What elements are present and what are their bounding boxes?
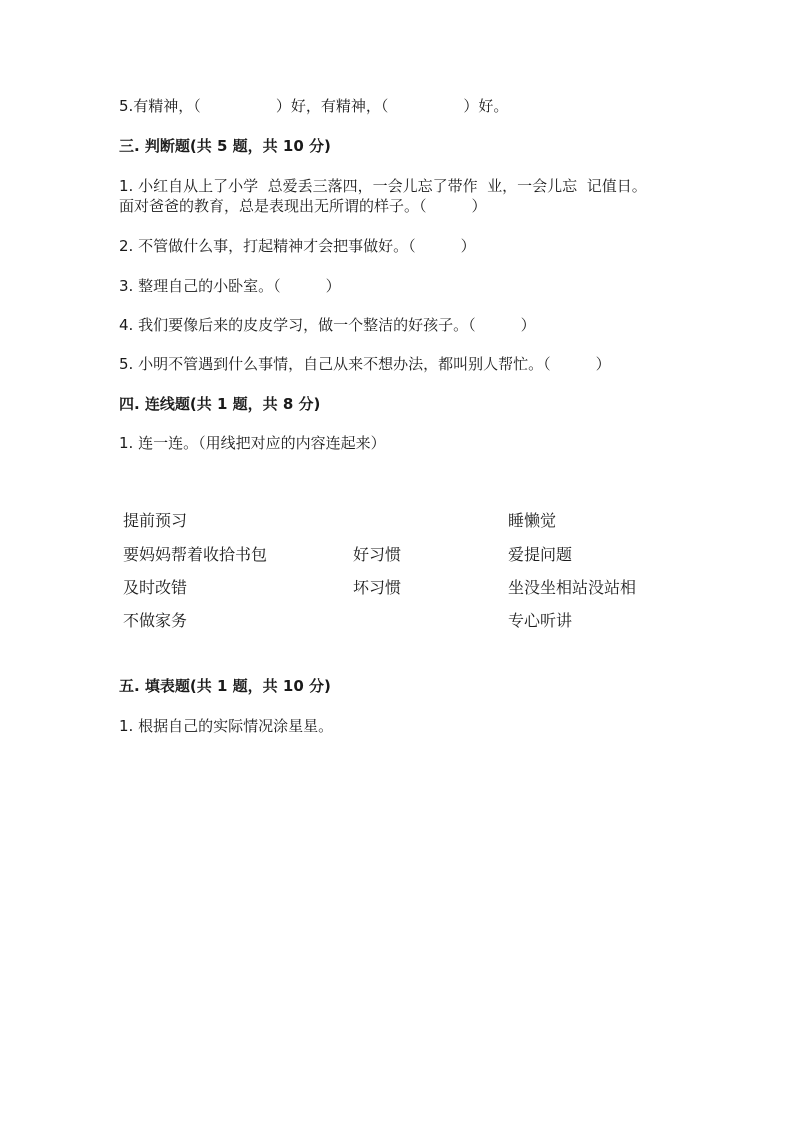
judge-item-1-line-2: 面对爸爸的教育，总是表现出无所谓的样子。（ ） [119,197,487,215]
q2-item-5: 5.有精神，（ ）好，有精神，（ ）好。 [119,97,509,115]
matching-right-item-2: 爱提问题 [508,545,573,564]
judge-item-5: 5. 小明不管遇到什么事情，自己从来不想办法，都叫别人帮忙。（ ） [119,355,611,373]
table-question: 1. 根据自己的实际情况涂星星。 [119,717,334,735]
matching-left-item-2: 要妈妈帮着收拾书包 [123,545,268,564]
matching-question: 1. 连一连。（用线把对应的内容连起来） [119,434,386,452]
section-3-heading: 三. 判断题(共 5 题，共 10 分) [119,137,331,155]
judge-item-4: 4. 我们要像后来的皮皮学习，做一个整洁的好孩子。（ ） [119,316,536,334]
matching-right-item-1: 睡懒觉 [508,511,557,530]
judge-item-1-line-1: 1. 小红自从上了小学 总爱丢三落四，一会儿忘了带作 业，一会儿忘 记值日。 [119,177,647,195]
section-5-heading: 五. 填表题(共 1 题，共 10 分) [119,677,331,695]
matching-left-item-4: 不做家务 [123,611,188,630]
matching-left-item-3: 及时改错 [123,578,188,597]
matching-mid-item-1: 好习惯 [353,545,402,564]
judge-item-2: 2. 不管做什么事，打起精神才会把事做好。（ ） [119,237,476,255]
matching-left-item-1: 提前预习 [123,511,188,530]
section-4-heading: 四. 连线题(共 1 题，共 8 分) [119,395,321,413]
matching-right-item-3: 坐没坐相站没站相 [508,578,637,597]
matching-mid-item-2: 坏习惯 [353,578,402,597]
matching-right-item-4: 专心听讲 [508,611,573,630]
judge-item-3: 3. 整理自己的小卧室。（ ） [119,277,341,295]
